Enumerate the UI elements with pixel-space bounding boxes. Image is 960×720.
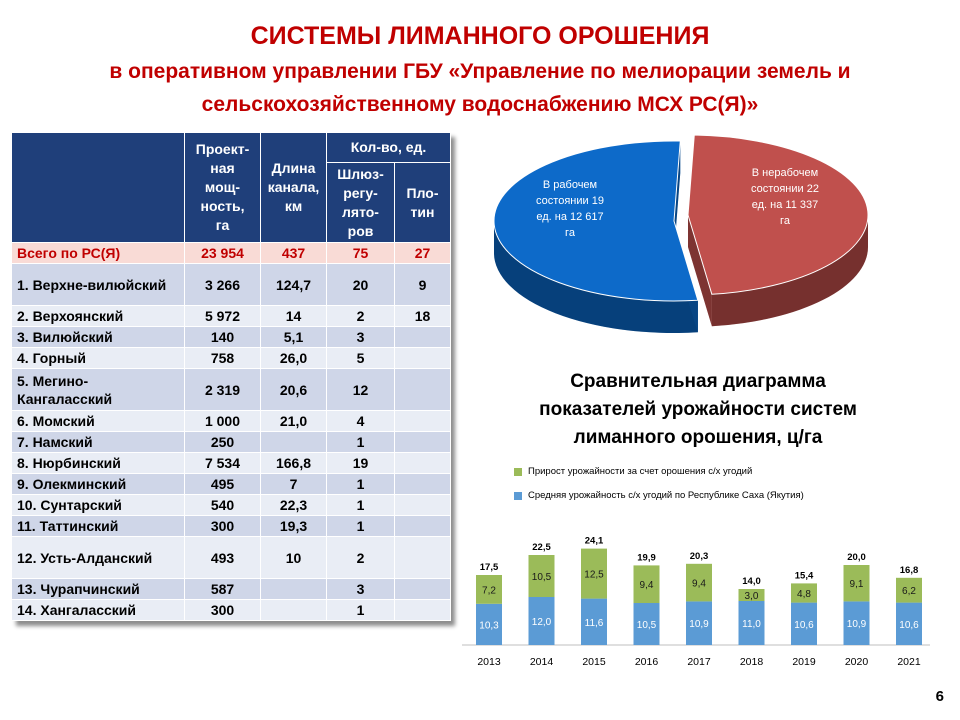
pie-label-nonworking-line: В нерабочем bbox=[751, 167, 819, 179]
data-label-increase: 3,0 bbox=[744, 591, 759, 602]
pie-label-nonworking-line: га bbox=[780, 215, 790, 227]
cell-channel bbox=[261, 432, 327, 453]
pie-label-working-line: га bbox=[565, 227, 575, 239]
cell-sluices: 75 bbox=[327, 243, 395, 264]
systems-table bbox=[11, 132, 451, 621]
data-label-increase: 9,4 bbox=[692, 578, 706, 590]
cell-sluices: 1 bbox=[327, 474, 395, 495]
cell-name: 7. Намский bbox=[12, 432, 185, 453]
data-label-total: 24,1 bbox=[584, 535, 604, 547]
cell-channel: 7 bbox=[261, 474, 327, 495]
data-label-increase: 12,5 bbox=[584, 569, 604, 581]
cell-sluices: 5 bbox=[327, 348, 395, 369]
table-row bbox=[12, 432, 451, 453]
cell-channel: 124,7 bbox=[261, 264, 327, 306]
cell-dams bbox=[395, 369, 451, 411]
legend-swatch-average bbox=[514, 492, 522, 500]
bar-chart-title: Сравнительная диаграмма показателей урожайности систем лиманного орошения, ц/га bbox=[539, 371, 857, 448]
pie-label-working-line: состоянии 19 bbox=[536, 195, 604, 207]
cell-name: 10. Сунтарский bbox=[12, 495, 185, 516]
cell-dams bbox=[395, 411, 451, 432]
table-row bbox=[12, 369, 451, 411]
pie-label-working-line: В рабочем bbox=[542, 179, 598, 191]
table-row bbox=[12, 537, 451, 579]
cell-capacity: 495 bbox=[185, 474, 261, 495]
cell-channel bbox=[261, 579, 327, 600]
page-number: 6 bbox=[935, 688, 944, 705]
cell-dams bbox=[395, 474, 451, 495]
data-label-total: 16,8 bbox=[899, 564, 919, 576]
cell-capacity: 5 972 bbox=[185, 306, 261, 327]
cell-name: 11. Таттинский bbox=[12, 516, 185, 537]
cell-channel: 20,6 bbox=[261, 369, 327, 411]
x-tick-label: 2017 bbox=[687, 656, 711, 668]
data-label-average: 10,5 bbox=[636, 620, 657, 631]
cell-sluices: 19 bbox=[327, 453, 395, 474]
cell-capacity: 7 534 bbox=[185, 453, 261, 474]
page-subtitle-line1: в оперативном управлении ГБУ «Управление по мелиорации земель и bbox=[109, 60, 851, 83]
cell-dams: 27 bbox=[395, 243, 451, 264]
legend-label-average: Средняя урожайность с/х угодий по Республике Саха (Якутия) bbox=[528, 490, 804, 501]
table-row bbox=[12, 348, 451, 369]
systems-table-container bbox=[11, 132, 450, 621]
cell-capacity: 140 bbox=[185, 327, 261, 348]
data-label-total: 22,5 bbox=[532, 542, 551, 553]
cell-dams bbox=[395, 600, 451, 621]
cell-sluices: 2 bbox=[327, 306, 395, 327]
cell-dams: 18 bbox=[395, 306, 451, 327]
cell-sluices: 4 bbox=[327, 411, 395, 432]
data-label-average: 11,6 bbox=[584, 617, 604, 629]
cell-capacity: 758 bbox=[185, 348, 261, 369]
table-row bbox=[12, 306, 451, 327]
data-label-total: 20,3 bbox=[689, 550, 709, 562]
cell-capacity: 1 000 bbox=[185, 411, 261, 432]
pie-label-nonworking-line: состоянии 22 bbox=[751, 183, 819, 195]
data-label-increase: 7,2 bbox=[482, 585, 496, 597]
legend-item-average bbox=[514, 490, 804, 501]
cell-capacity: 540 bbox=[185, 495, 261, 516]
data-label-average: 10,9 bbox=[846, 619, 867, 631]
cell-sluices: 3 bbox=[327, 579, 395, 600]
page-subtitle-line2: сельскохозяйственному водоснабжению МСХ РС(Я)» bbox=[201, 93, 759, 116]
table-row-total bbox=[12, 243, 451, 264]
cell-channel: 437 bbox=[261, 243, 327, 264]
cell-sluices: 3 bbox=[327, 327, 395, 348]
cell-capacity: 587 bbox=[185, 579, 261, 600]
cell-name: 3. Вилюйский bbox=[12, 327, 185, 348]
cell-name: 9. Олекминский bbox=[12, 474, 185, 495]
data-label-increase: 9,1 bbox=[849, 579, 864, 591]
data-label-increase: 4,8 bbox=[797, 589, 811, 600]
cell-sluices: 2 bbox=[327, 537, 395, 579]
data-label-average: 10,6 bbox=[899, 619, 919, 631]
cell-capacity: 300 bbox=[185, 600, 261, 621]
table-row bbox=[12, 516, 451, 537]
table-row bbox=[12, 264, 451, 306]
cell-sluices: 20 bbox=[327, 264, 395, 306]
table-row bbox=[12, 411, 451, 432]
cell-channel: 22,3 bbox=[261, 495, 327, 516]
cell-capacity: 2 319 bbox=[185, 369, 261, 411]
legend-swatch-increase bbox=[514, 468, 522, 476]
data-label-average: 10,3 bbox=[479, 620, 499, 632]
cell-capacity: 3 266 bbox=[185, 264, 261, 306]
header-district bbox=[12, 133, 185, 243]
cell-sluices: 1 bbox=[327, 495, 395, 516]
pie-label-nonworking-line: ед. на 11 337 bbox=[751, 199, 819, 211]
cell-dams bbox=[395, 495, 451, 516]
table-row bbox=[12, 327, 451, 348]
cell-dams bbox=[395, 579, 451, 600]
legend-item-increase bbox=[514, 466, 752, 477]
cell-channel: 166,8 bbox=[261, 453, 327, 474]
cell-dams: 9 bbox=[395, 264, 451, 306]
cell-name: 8. Нюрбинский bbox=[12, 453, 185, 474]
data-label-increase: 10,5 bbox=[531, 572, 552, 583]
cell-name: Всего по РС(Я) bbox=[12, 243, 185, 264]
data-label-increase: 9,4 bbox=[639, 580, 654, 592]
pie-chart bbox=[460, 132, 900, 342]
cell-channel: 19,3 bbox=[261, 516, 327, 537]
cell-name: 5. Мегино-Кангаласский bbox=[12, 369, 185, 411]
cell-sluices: 1 bbox=[327, 600, 395, 621]
cell-sluices: 1 bbox=[327, 516, 395, 537]
legend-label-increase: Прирост урожайности за счет орошения с/х угодий bbox=[528, 466, 753, 477]
x-tick-label: 2015 bbox=[582, 656, 606, 668]
cell-name: 4. Горный bbox=[12, 348, 185, 369]
x-tick-label: 2018 bbox=[739, 656, 764, 668]
cell-dams bbox=[395, 453, 451, 474]
cell-name: 2. Верхоянский bbox=[12, 306, 185, 327]
cell-name: 12. Усть-Алданский bbox=[12, 537, 185, 579]
header-capacity: Проект- ная мощ- ность, га bbox=[185, 133, 261, 243]
cell-capacity: 23 954 bbox=[185, 243, 261, 264]
header-count-group: Кол-во, ед. bbox=[327, 133, 451, 163]
x-tick-label: 2016 bbox=[634, 656, 659, 668]
cell-dams bbox=[395, 537, 451, 579]
cell-channel: 21,0 bbox=[261, 411, 327, 432]
data-label-total: 20,0 bbox=[847, 552, 866, 563]
page-title: СИСТЕМЫ ЛИМАННОГО ОРОШЕНИЯ bbox=[250, 22, 710, 50]
cell-channel: 26,0 bbox=[261, 348, 327, 369]
data-label-total: 19,9 bbox=[637, 552, 656, 564]
cell-capacity: 300 bbox=[185, 516, 261, 537]
data-label-increase: 6,2 bbox=[902, 586, 916, 598]
cell-sluices: 12 bbox=[327, 369, 395, 411]
cell-capacity: 493 bbox=[185, 537, 261, 579]
data-label-average: 10,9 bbox=[689, 619, 709, 631]
x-tick-label: 2014 bbox=[529, 656, 554, 668]
data-label-total: 14,0 bbox=[742, 576, 761, 587]
table-row bbox=[12, 579, 451, 600]
cell-name: 13. Чурапчинский bbox=[12, 579, 185, 600]
cell-channel: 5,1 bbox=[261, 327, 327, 348]
table-row bbox=[12, 474, 451, 495]
header-sluices: Шлюз- регу- лято- ров bbox=[327, 163, 395, 243]
table-row bbox=[12, 495, 451, 516]
cell-dams bbox=[395, 348, 451, 369]
table-row bbox=[12, 600, 451, 621]
x-tick-label: 2020 bbox=[844, 656, 869, 668]
cell-dams bbox=[395, 432, 451, 453]
data-label-total: 15,4 bbox=[794, 570, 814, 582]
data-label-average: 10,6 bbox=[794, 619, 814, 631]
cell-channel bbox=[261, 600, 327, 621]
header-dams: Пло- тин bbox=[395, 163, 451, 243]
header-channel-length: Длина канала, км bbox=[261, 133, 327, 243]
pie-label-working-line: ед. на 12 617 bbox=[536, 211, 604, 223]
cell-capacity: 250 bbox=[185, 432, 261, 453]
x-tick-label: 2013 bbox=[477, 656, 501, 668]
cell-name: 14. Хангаласский bbox=[12, 600, 185, 621]
data-label-average: 11,0 bbox=[742, 619, 761, 630]
cell-name: 1. Верхне-вилюйский bbox=[12, 264, 185, 306]
data-label-total: 17,5 bbox=[479, 562, 499, 573]
cell-dams bbox=[395, 516, 451, 537]
cell-name: 6. Момский bbox=[12, 411, 185, 432]
cell-channel: 10 bbox=[261, 537, 327, 579]
data-label-average: 12,0 bbox=[531, 617, 552, 628]
cell-dams bbox=[395, 327, 451, 348]
cell-channel: 14 bbox=[261, 306, 327, 327]
x-tick-label: 2021 bbox=[897, 656, 921, 668]
x-tick-label: 2019 bbox=[792, 656, 816, 668]
bar-chart bbox=[462, 530, 932, 680]
table-row bbox=[12, 453, 451, 474]
cell-sluices: 1 bbox=[327, 432, 395, 453]
